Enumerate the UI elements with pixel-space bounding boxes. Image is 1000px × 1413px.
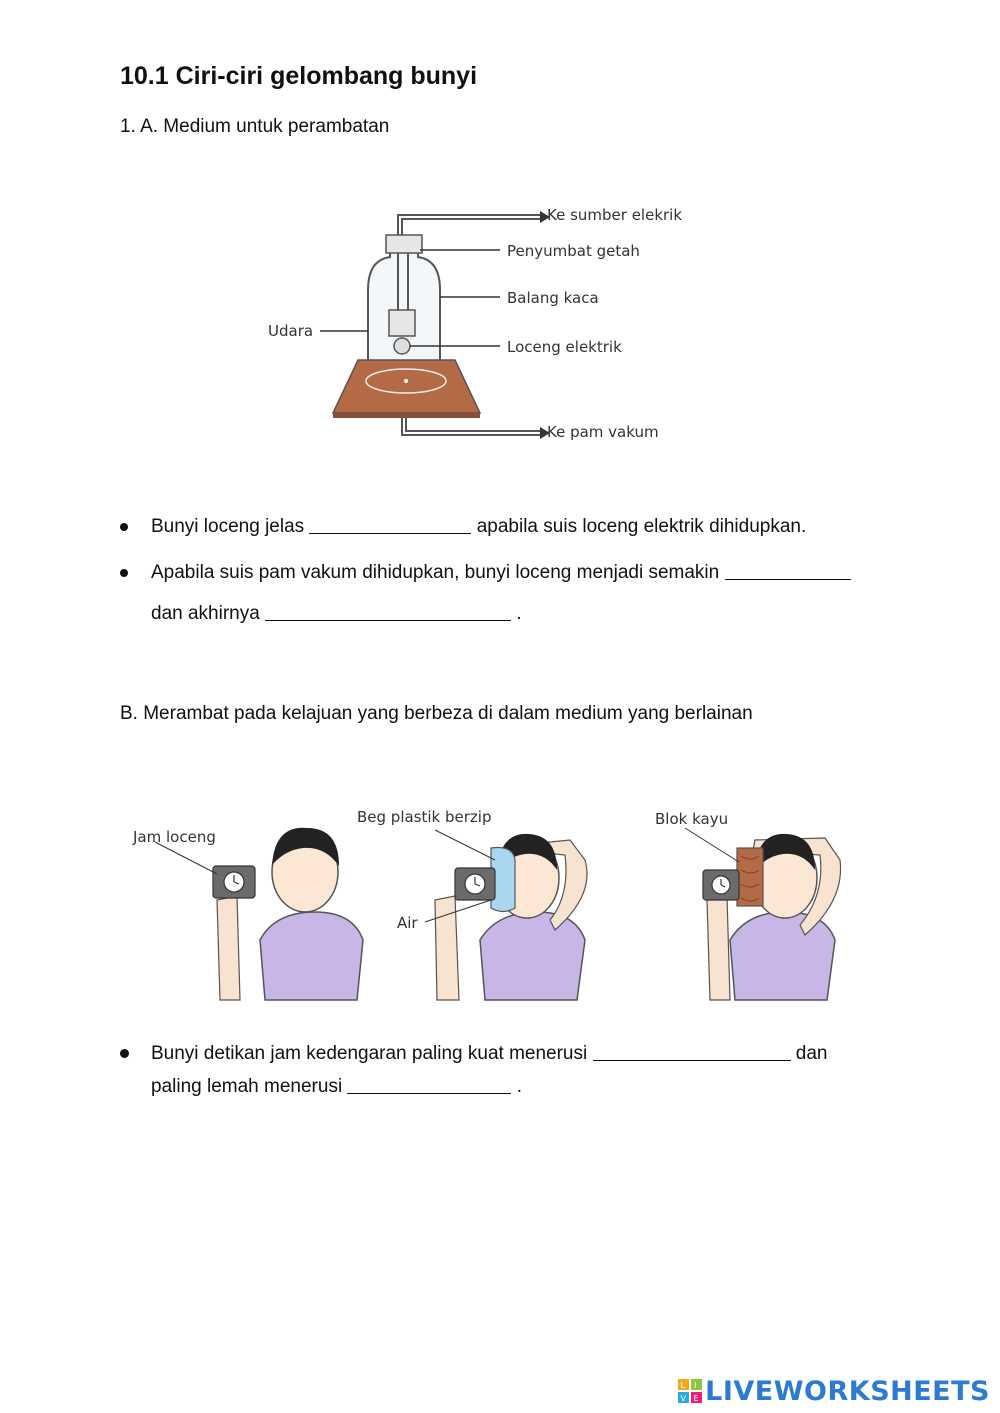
bullet-3-text-1: Bunyi detikan jam kedengaran paling kuat menerusi (151, 1043, 588, 1064)
bullet-2b-text-after: . (516, 603, 522, 624)
answer-blank-1[interactable] (309, 515, 471, 534)
answer-blank-2[interactable] (725, 561, 851, 580)
page-title: 10.1 Ciri-ciri gelombang bunyi (120, 62, 478, 90)
boy-clock-only (155, 828, 363, 1000)
boy-wood-block (685, 828, 841, 1000)
logo-grid-icon (678, 1379, 702, 1403)
bullet-1-text-after: apabila suis loceng elektrik dihidupkan. (476, 516, 807, 537)
label-bell: Loceng elektrik (507, 338, 622, 356)
wooden-base (333, 360, 480, 413)
label-wood: Blok kayu (655, 810, 729, 828)
label-water: Air (397, 914, 418, 932)
rubber-stopper (386, 235, 422, 253)
svg-text:I: I (694, 1381, 697, 1390)
shirt (480, 912, 585, 1000)
liveworksheets-logo (678, 1377, 990, 1405)
bullet-3-text-2: dan (795, 1043, 828, 1064)
label-jar: Balang kaca (507, 289, 599, 307)
arm (707, 896, 730, 1000)
label-air: Udara (268, 322, 314, 340)
boy-water-bag (425, 830, 587, 1000)
shirt (730, 912, 835, 1000)
answer-blank-5[interactable] (347, 1075, 511, 1094)
bullet-dot (120, 569, 128, 577)
svg-text:V: V (680, 1394, 687, 1403)
bell-box (389, 310, 415, 336)
bullet-dot (120, 523, 128, 531)
svg-text:L: L (680, 1381, 686, 1390)
bullet-2-text-before: Apabila suis pam vakum dihidupkan, bunyi loceng menjadi semakin (151, 562, 720, 583)
bullet-3-text-4: . (516, 1076, 523, 1097)
bullet-1-text-before: Bunyi loceng jelas (151, 516, 305, 537)
shirt (260, 912, 363, 1000)
bell-icon (394, 338, 410, 354)
answer-blank-4[interactable] (593, 1042, 791, 1061)
label-pump: Ke pam vakum (547, 423, 659, 441)
answer-blank-3[interactable] (265, 602, 511, 621)
section-a-heading: 1. A. Medium untuk perambatan (120, 116, 390, 137)
bullet-3-text-3: paling lemah menerusi (151, 1076, 343, 1097)
sound-medium-figure (125, 800, 865, 1005)
label-clock: Jam loceng (133, 828, 216, 846)
logo-text: LIVEWORKSHEETS (705, 1375, 990, 1407)
svg-text:E: E (693, 1394, 699, 1403)
label-bag: Beg plastik berzip (357, 808, 492, 826)
label-power: Ke sumber elekrik (547, 206, 683, 224)
section-b-heading: B. Merambat pada kelajuan yang berbeza di dalam medium yang berlainan (120, 703, 753, 724)
arm (217, 896, 240, 1000)
bullet-2b-text-before: dan akhirnya (151, 603, 260, 624)
vacuum-tube (402, 418, 540, 435)
wood-block (737, 848, 763, 906)
bullet-dot (120, 1049, 129, 1058)
bell-jar-diagram (250, 195, 710, 450)
label-stopper: Penyumbat getah (507, 242, 640, 260)
